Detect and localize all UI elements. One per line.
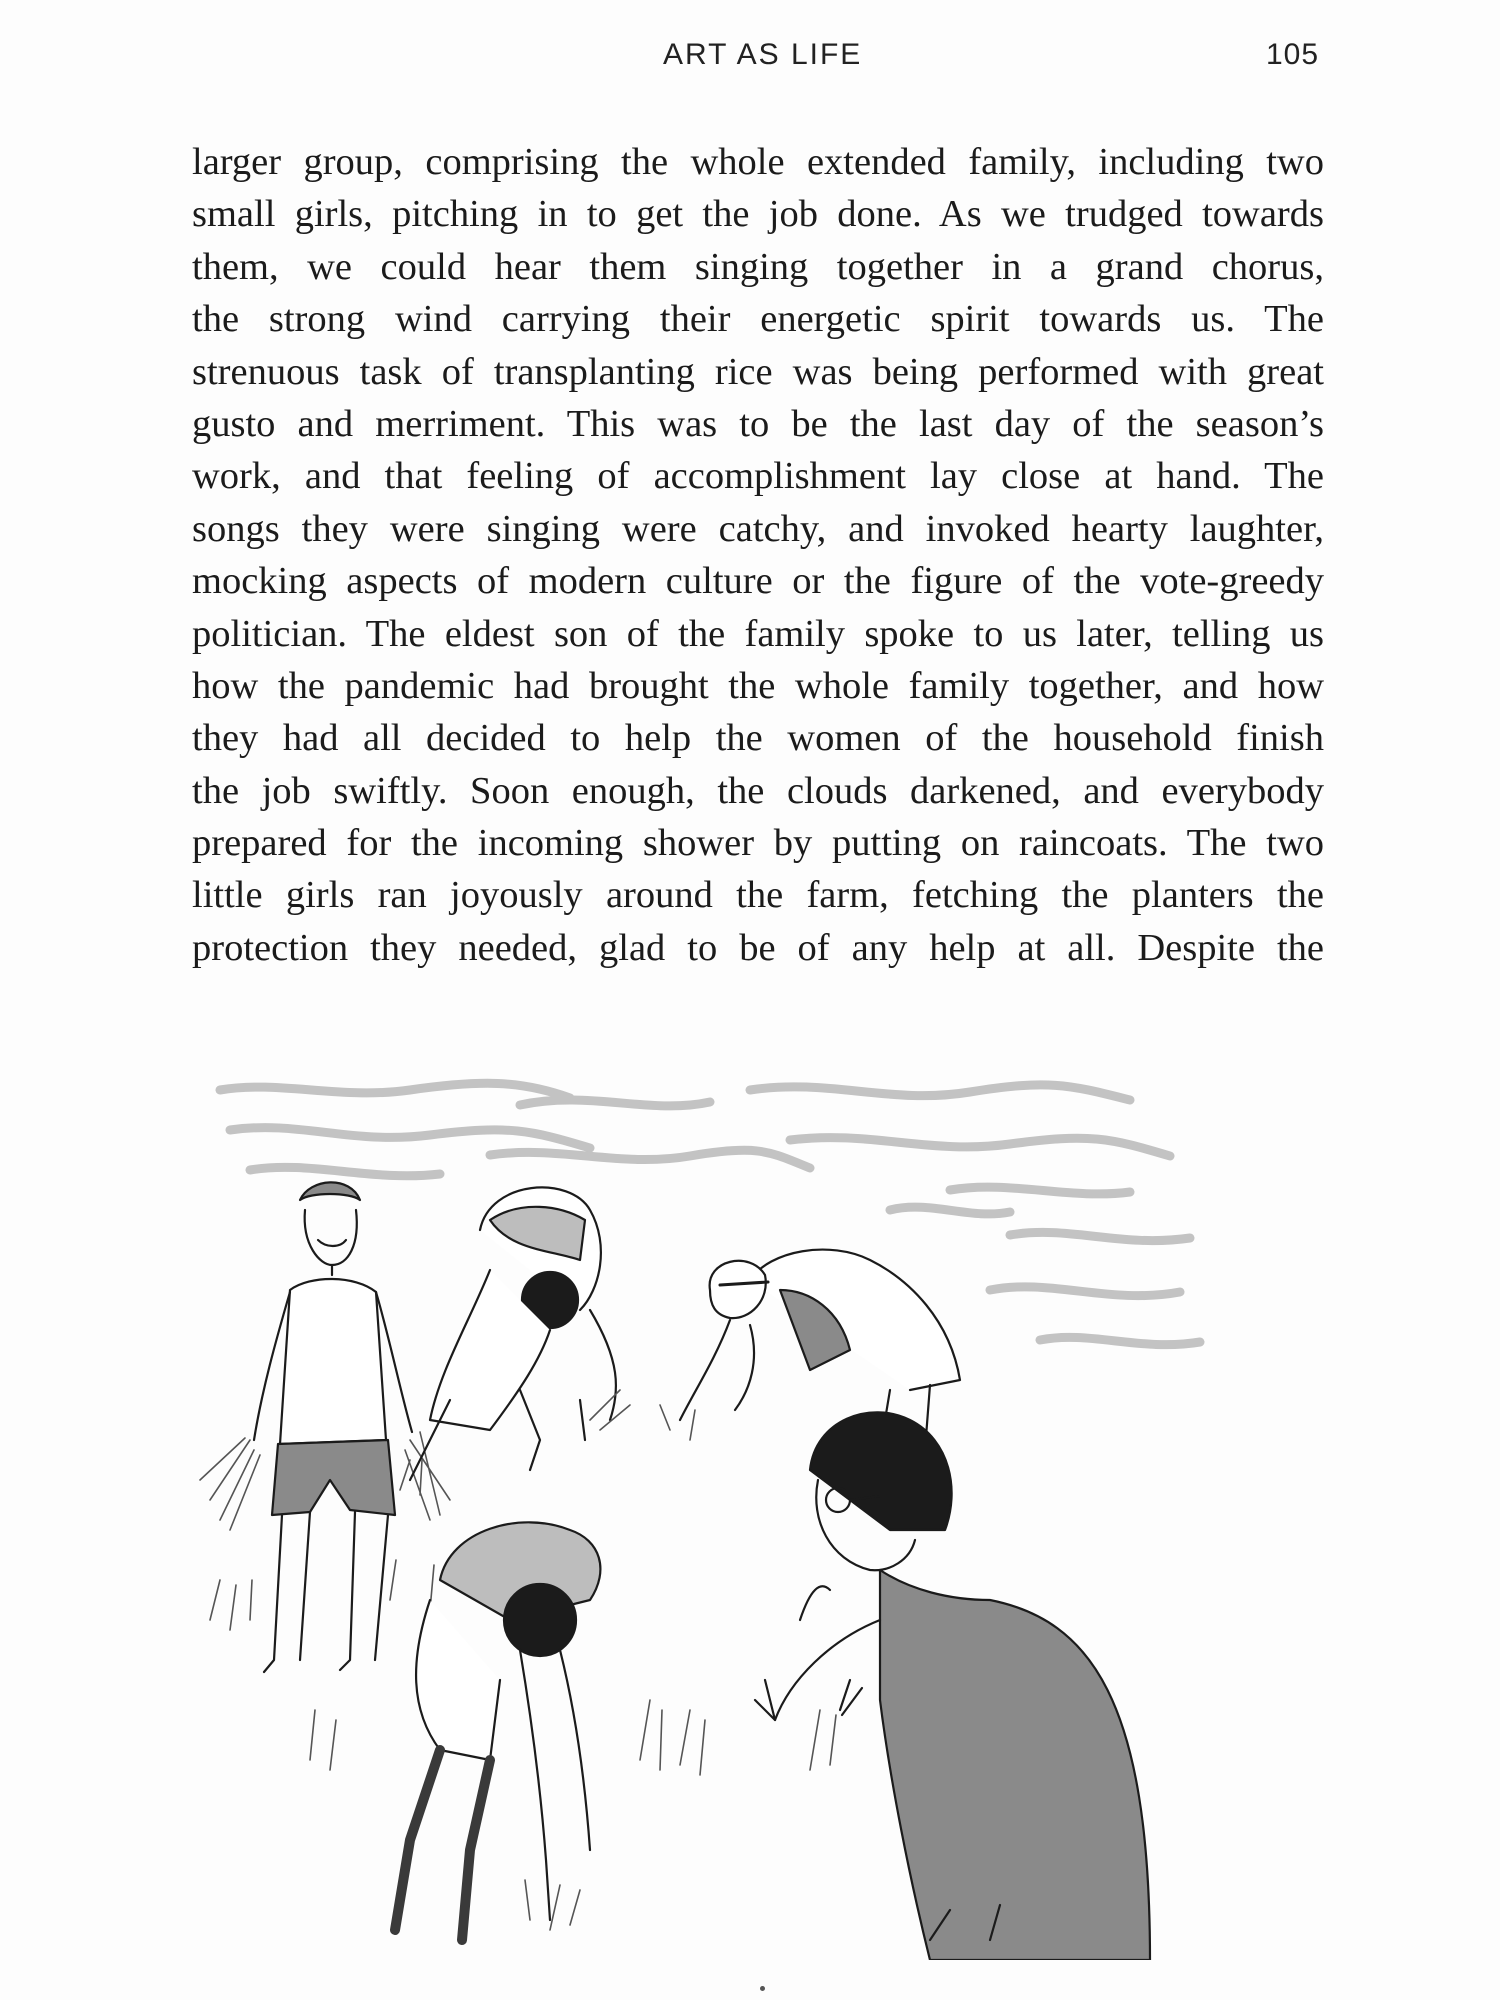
text-line: them, we could hear them singing together in a grand chorus, — [192, 245, 1324, 288]
rice-transplanting-illustration — [190, 1060, 1340, 1960]
bending-girl-figure — [310, 1522, 836, 1940]
text-line: gusto and merriment. This was to be the last day of the season’s — [192, 402, 1324, 445]
text-line: larger group, comprising the whole extended family, including two — [192, 141, 1324, 183]
page-number: 105 — [1266, 38, 1320, 71]
body-paragraph — [192, 136, 1324, 974]
text-line: little girls ran joyously around the farm, fetching the planters the — [192, 874, 1324, 917]
text-line: work, and that feeling of accomplishment lay close at hand. The — [192, 455, 1324, 498]
text-line: mocking aspects of modern culture or the figure of the vote-greedy — [192, 560, 1324, 603]
running-head — [0, 38, 1500, 78]
text-line: protection they needed, glad to be of any help at all. Despite the — [192, 926, 1324, 969]
text-line: prepared for the incoming shower by putting on raincoats. The two — [192, 822, 1324, 865]
text-line: the job swiftly. Soon enough, the clouds darkened, and everybody — [192, 769, 1324, 812]
standing-man-figure — [200, 1182, 450, 1672]
bottom-dot — [760, 1986, 765, 1991]
running-title: ART AS LIFE — [663, 38, 863, 71]
text-line: politician. The eldest son of the family spoke to us later, telling us — [192, 612, 1324, 655]
seated-man-figure — [755, 1412, 1150, 1960]
text-line: how the pandemic had brought the whole family together, and how — [192, 664, 1324, 707]
text-line: songs they were singing were catchy, and invoked hearty laughter, — [192, 507, 1324, 550]
bending-woman-figure — [400, 1187, 630, 1495]
text-line: the strong wind carrying their energetic spirit towards us. The — [192, 298, 1324, 341]
text-line: small girls, pitching in to get the job done. As we trudged towards — [192, 193, 1324, 236]
text-line: strenuous task of transplanting rice was being performed with great — [192, 350, 1324, 393]
text-line: they had all decided to help the women of the household finish — [192, 717, 1324, 760]
